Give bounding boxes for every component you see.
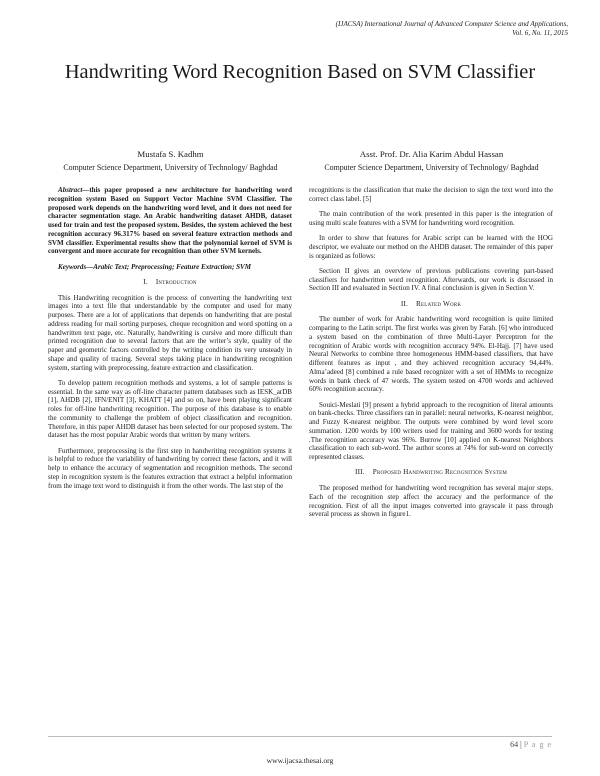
paragraph: To develop pattern recognition methods and systems, a lot of sample patterns is essential. In the same way as off-line character pattern databases such as IESK_arDB [1], AHDB [2], IFN/ENIT [3], KHATT [4] and so on, have been playing significant roles for off-line handwriting recognition. The purpose of this database is to enable the community to challenge the problem of object classification and recognition. Therefore, in this paper AHDB dataset has been selected for our proposed system. The dataset has the most popular Arabic words that written by many writers. xyxy=(48,378,292,440)
section-title: Related Work xyxy=(416,299,462,308)
abstract-text: —this paper proposed a new architecture for handwriting word recognition system Based on Support Vector Machine SVM Classifier. The proposed work depends on the handwriting word level, and it does not need for character segmentation stage. An Arabic handwriting dataset AHDB, dataset used for train and test the proposed system. Besides, the system achieved the best recognition accuracy 96.317% based on several feature extraction methods and SVM classifier. Experimental results show that the polynomial kernel of SVM is convergent and more accurate for recognition than other SVM kernels. xyxy=(48,186,292,256)
abstract-label: Abstract xyxy=(58,186,83,194)
keywords xyxy=(48,263,292,272)
author-block-2 xyxy=(309,150,554,172)
section-heading-introduction xyxy=(48,278,292,287)
paragraph: This Handwriting recognition is the process of converting the handwriting text images into a text file that understandable by the computer and used for many purposes. There are a lot of applications that depends on handwriting that are postal address reading for mail sorting purposes, cheque recognition and word spotting on a handwritten text page, etc. Naturally, handwriting is cursive and more difficult than printed recognition due to several factors that are the writer’s style, quality of the paper and geometric factors controlled by the writing condition its very unsteady in shape and quality of tracing. Several steps taking place in handwriting recognition system, starting with preprocessing, feature extraction and classification. xyxy=(48,293,292,372)
paragraph: The main contribution of the work presented in this paper is the integration of using multi scale features with a SVM for handwriting word recognition. xyxy=(309,210,553,227)
paragraph: In order to show that features for Arabic script can be learned with the HOG descriptor, we evaluate our method on the AHDB dataset. The remainder of this paper is organized as follows: xyxy=(309,234,553,260)
author-block-1 xyxy=(48,150,293,172)
journal-name: (IJACSA) International Journal of Advanced Computer Science and Applications, xyxy=(335,20,568,28)
section-heading-proposed-system xyxy=(309,468,553,477)
right-column xyxy=(309,186,553,526)
journal-volume: Vol. 6, No. 11, 2015 xyxy=(512,29,568,38)
author-affiliation: Computer Science Department, University of Technology/ Baghdad xyxy=(324,162,539,172)
section-heading-related-work xyxy=(309,300,553,309)
page-number-value: 64 xyxy=(510,740,519,749)
section-number: II. xyxy=(400,299,409,308)
keywords-text: —Arabic Text; Preprocessing; Feature Extraction; SVM xyxy=(86,262,251,271)
section-number: III. xyxy=(354,468,365,477)
paragraph: Furthermore, preprocessing is the first step in handwriting recognition systems it is helpful to reduce the variability of handwriting by correct these factors, and it will help to enhance the accuracy of segmentation and recognition methods. The second step in recognition system is the features extraction that extract a helpful information from the image text word to distinguish it from the other words. The last step of the xyxy=(48,446,292,490)
author-affiliation: Computer Science Department, University of Technology/ Baghdad xyxy=(63,162,278,172)
paper-title: Handwriting Word Recognition Based on SVM Classifier xyxy=(64,61,536,83)
journal-header xyxy=(228,20,568,38)
author-name: Asst. Prof. Dr. Alia Karim Abdul Hassan xyxy=(359,149,504,159)
author-name: Mustafa S. Kadhm xyxy=(137,149,204,159)
footer-divider xyxy=(48,736,552,737)
section-title: Proposed Handwriting Recognition System xyxy=(372,468,507,477)
section-number: I. xyxy=(143,277,148,286)
section-title: Introduction xyxy=(155,277,197,286)
left-column xyxy=(48,186,292,497)
paragraph: The number of work for Arabic handwriting word recognition is quite limited comparing to the Latin script. The first works was given by Farah. [6] who introduced a system based on the combination of three Multi-Layer Perceptron for the recognition of Arabic words with recognition accuracy 94%. El-Hajj. [7] have used Neural Networks to combine three homogeneous HMM-based classifiers, that have different features as input , and they achieved recognition accuracy 94,44%. Alma’adeed [8] combined a rule based recognizer with a set of HMMs to recognize words in bank check of 47 words. The system tested on 4700 words and achieved 60% recognition accuracy. xyxy=(309,315,553,394)
paragraph: Section II gives an overview of previous publications covering part-based classifiers for handwritten word recognition. Afterwards, our work is discussed in Section III and evaluated in Section IV. A final conclusion is given in Section V. xyxy=(309,266,553,293)
paragraph: The proposed method for handwriting word recognition has several major steps. Each of the recognition step affect the accuracy and the performance of the recognition. First of all the input images converted into grayscale it pass through several process as shown in figure1. xyxy=(309,484,553,519)
paragraph: Souici-Meslati [9] present a hybrid approach to the recognition of literal amounts on bank-checks. Three classifiers ran in parallel: neural networks, K-nearest neighbor, and Fuzzy K-nearest neighbor. The outputs were combined by word level score summation. 1200 words by 100 writers used for training and 3600 words for testing .The recognition accuracy was 96%. Burrow [10] applied on K-nearest Neighbors classification to each sub-word. The author scores at 74% for sub-word on correctly represented classes. xyxy=(309,400,553,461)
abstract xyxy=(48,186,292,256)
footer-url: www.ijacsa.thesai.org xyxy=(266,756,334,765)
keywords-label: Keywords xyxy=(58,262,87,271)
page-word: P a g e xyxy=(523,740,552,749)
paragraph: recognitions is the classification that make the decision to sign the text word into the correct class label. [5] xyxy=(309,186,553,203)
page-number: 64 | P a g e xyxy=(510,740,552,749)
